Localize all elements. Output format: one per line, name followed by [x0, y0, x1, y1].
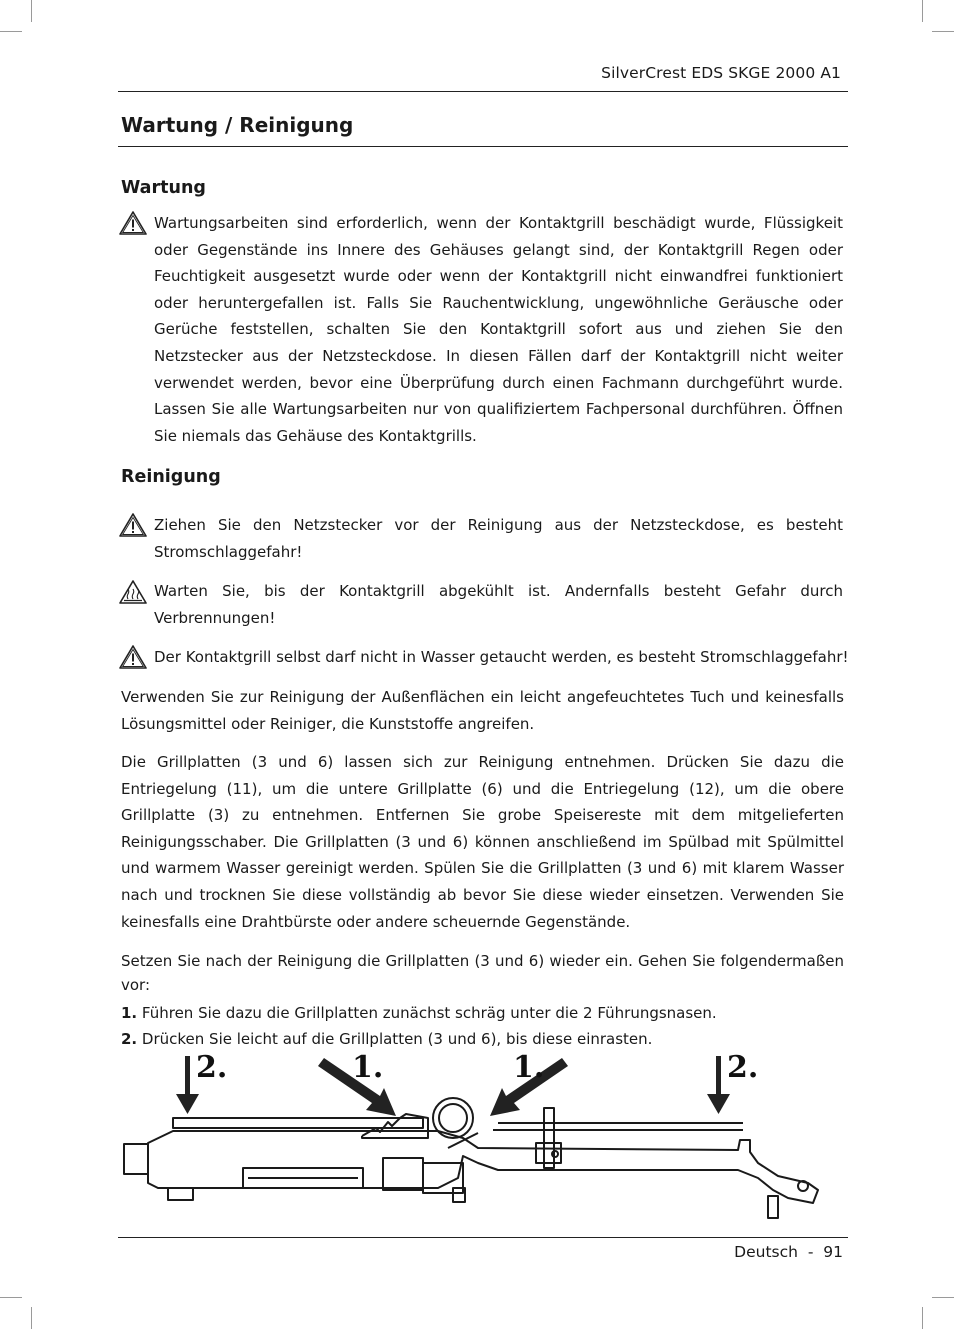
running-header: SilverCrest EDS SKGE 2000 A1	[601, 64, 841, 82]
reinigung-warning-1: Ziehen Sie den Netzstecker vor der Reinigung aus der Netzsteckdose, es besteht Stromschlaggefahr!	[154, 516, 843, 561]
crop-mark	[31, 0, 32, 22]
figure-label-1-left: 1.	[352, 1050, 384, 1085]
warning-triangle-icon	[118, 210, 148, 236]
step-item: 1. Führen Sie dazu die Grillplatten zunächst schräg unter die 2 Führungsnasen.	[121, 1004, 717, 1022]
step-item: 2. Drücken Sie leicht auf die Grillplatten (3 und 6), bis diese einrasten.	[121, 1030, 653, 1048]
warning-triangle-icon	[118, 644, 148, 670]
crop-mark	[922, 1307, 923, 1329]
footer-rule	[118, 1237, 848, 1238]
header-rule	[118, 91, 848, 92]
cleaning-paragraph-3: Setzen Sie nach der Reinigung die Grillplatten (3 und 6) wieder ein. Gehen Sie folgendermaßen vor:	[121, 952, 844, 994]
crop-mark	[922, 0, 923, 22]
warning-triangle-icon	[118, 512, 148, 538]
step-list	[121, 1000, 717, 1052]
section-heading-reinigung: Reinigung	[121, 467, 221, 487]
title-rule	[118, 146, 848, 147]
page-title: Wartung / Reinigung	[121, 113, 354, 137]
crop-mark	[932, 31, 954, 32]
figure-label-1-right: 1.	[513, 1050, 545, 1085]
page-number: Deutsch - 91	[734, 1243, 843, 1261]
crop-mark	[31, 1307, 32, 1329]
figure-label-2-right: 2.	[727, 1050, 759, 1085]
crop-mark	[0, 31, 22, 32]
crop-mark	[0, 1297, 22, 1298]
reinigung-warning-2: Warten Sie, bis der Kontaktgrill abgekühlt ist. Andernfalls besteht Gefahr durch Verbrennungen!	[154, 582, 843, 627]
grill-plate-insertion-figure	[118, 1048, 848, 1224]
cleaning-paragraph-2: Die Grillplatten (3 und 6) lassen sich zur Reinigung entnehmen. Drücken Sie dazu die Entriegelung (11), um die untere Grillplatte (6) und die Entriegelung (12), um die obere Grillplatte (3) zu entnehmen. Entfernen Sie grobe Speisereste mit dem mitgelieferten Reinigungsschaber. Die Grillplatten (3 und 6) können anschließend im Spülbad mit Spülmittel und warmem Wasser gereinigt werden. Spülen Sie die Grillplatten (3 und 6) mit klarem Wasser nach und trocknen Sie diese vollständig ab bevor Sie diese wieder einsetzen. Verwenden Sie keinesfalls eine Drahtbürste oder andere scheuernde Gegenstände.	[121, 753, 844, 931]
section-heading-wartung: Wartung	[121, 178, 206, 198]
cleaning-paragraph-1: Verwenden Sie zur Reinigung der Außenflächen ein leicht angefeuchtetes Tuch und keinesfalls Lösungsmittel oder Reiniger, die Kunststoffe angreifen.	[121, 688, 844, 733]
crop-mark	[932, 1297, 954, 1298]
hot-surface-warning-icon	[118, 579, 148, 605]
reinigung-warning-3: Der Kontaktgrill selbst darf nicht in Wasser getaucht werden, es besteht Stromschlaggefahr!	[154, 648, 849, 666]
figure-label-2-left: 2.	[196, 1050, 228, 1085]
wartung-warning-text: Wartungsarbeiten sind erforderlich, wenn der Kontaktgrill beschädigt wurde, Flüssigkeit oder Gegenstände ins Innere des Gehäuses gelangt sind, der Kontaktgrill Regen oder Feuchtigkeit ausgesetzt wurde oder wenn der Kontaktgrill nicht einwandfrei funktioniert oder heruntergefallen ist. Falls Sie Rauchentwicklung, ungewöhnliche Geräusche oder Gerüche feststellen, schalten Sie den Kontaktgrill sofort aus und ziehen Sie den Netzstecker aus der Netzsteckdose. In diesen Fällen darf der Kontaktgrill nicht weiter verwendet werden, bevor eine Überprüfung durch einen Fachmann durchgeführt wurde. Lassen Sie alle Wartungsarbeiten nur von qualifiziertem Fachpersonal durchführen. Öffnen Sie niemals das Gehäuse des Kontaktgrills.	[154, 214, 843, 445]
